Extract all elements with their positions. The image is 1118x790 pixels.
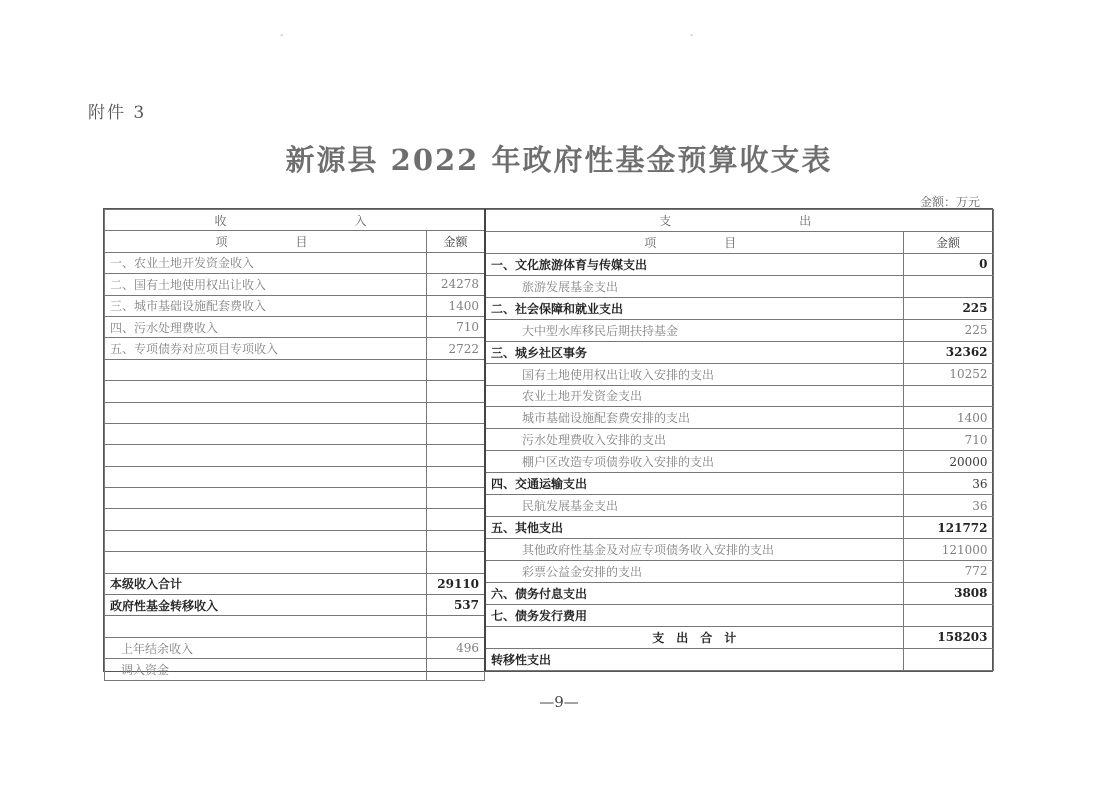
table-row (485, 429, 993, 451)
empty-cell (105, 488, 427, 509)
prev-balance-label: 上年结余收入 (105, 637, 427, 658)
expenditure-item-label: 城市基础设施配套费安排的支出 (485, 407, 903, 429)
income-column-header-row (105, 231, 485, 252)
expenditure-item-amount (903, 385, 993, 407)
table-row (485, 582, 993, 604)
table-row (105, 338, 485, 359)
expenditure-col-item: 项 目 (485, 231, 903, 253)
expenditure-item-label: 大中型水库移民后期扶持基金 (485, 319, 903, 341)
expenditure-item-amount: 1400 (903, 407, 993, 429)
empty-cell (105, 466, 427, 487)
expenditure-item-amount: 0 (903, 253, 993, 275)
empty-cell (427, 509, 485, 530)
income-item-label: 五、专项债券对应项目专项收入 (105, 338, 427, 359)
empty-row (105, 552, 485, 573)
expenditure-item-label: 棚户区改造专项债券收入安排的支出 (485, 451, 903, 473)
table-row (485, 253, 993, 275)
expenditure-item-label: 五、其他支出 (485, 517, 903, 539)
expenditure-section-header: 支 出 (485, 210, 993, 232)
income-total-label: 本级收入合计 (105, 573, 427, 594)
empty-row (105, 530, 485, 551)
expenditure-item-amount: 32362 (903, 341, 993, 363)
attachment-label: 附件 3 (88, 103, 147, 123)
expenditure-item-label: 农业土地开发资金支出 (485, 385, 903, 407)
expenditure-section-header-row (485, 210, 993, 232)
income-col-amount: 金额 (427, 231, 485, 252)
empty-cell (427, 616, 485, 637)
income-item-amount (427, 252, 485, 273)
income-item-label: 二、国有土地使用权出让收入 (105, 274, 427, 295)
empty-row (105, 402, 485, 423)
expenditure-item-amount: 710 (903, 429, 993, 451)
page-number: —9— (539, 693, 579, 711)
table-row (105, 252, 485, 273)
expenditure-item-label: 六、债务付息支出 (485, 582, 903, 604)
income-item-label: 一、农业土地开发资金收入 (105, 252, 427, 273)
empty-row (105, 466, 485, 487)
transfer-income-amount: 537 (427, 595, 485, 616)
income-total-row (105, 573, 485, 594)
table-row (485, 385, 993, 407)
expenditure-item-label: 其他政府性基金及对应专项债务收入安排的支出 (485, 539, 903, 561)
empty-cell (105, 381, 427, 402)
expenditure-item-amount: 10252 (903, 363, 993, 385)
table-row (485, 297, 993, 319)
expenditure-item-amount (903, 275, 993, 297)
transfer-income-row (105, 595, 485, 616)
expenditure-column-header-row (485, 231, 993, 253)
empty-cell (105, 445, 427, 466)
empty-row (105, 359, 485, 380)
expenditure-item-amount: 20000 (903, 451, 993, 473)
expenditure-item-amount: 3808 (903, 582, 993, 604)
adjust-funds-amount (427, 659, 485, 680)
empty-cell (427, 552, 485, 573)
table-row (105, 295, 485, 316)
empty-row (105, 381, 485, 402)
prev-balance-amount: 496 (427, 637, 485, 658)
empty-cell (105, 423, 427, 444)
empty-cell (427, 359, 485, 380)
expenditure-item-amount: 225 (903, 319, 993, 341)
income-item-label: 四、污水处理费收入 (105, 316, 427, 337)
table-row (485, 363, 993, 385)
expenditure-item-amount: 772 (903, 561, 993, 583)
expenditure-item-amount: 36 (903, 473, 993, 495)
adjust-funds-row (105, 659, 485, 680)
expenditure-item-amount: 121772 (903, 517, 993, 539)
expenditure-item-label: 二、社会保障和就业支出 (485, 297, 903, 319)
expenditure-total-row (485, 626, 993, 648)
empty-cell (427, 530, 485, 551)
empty-cell (427, 488, 485, 509)
expenditure-item-amount: 121000 (903, 539, 993, 561)
table-row (485, 604, 993, 626)
empty-cell (105, 552, 427, 573)
expenditure-item-label: 国有土地使用权出让收入安排的支出 (485, 363, 903, 385)
expenditure-total-label: 支 出 合 计 (485, 626, 903, 648)
empty-cell (427, 381, 485, 402)
table-row (485, 539, 993, 561)
expenditure-total-amount: 158203 (903, 626, 993, 648)
expenditure-item-label: 三、城乡社区事务 (485, 341, 903, 363)
income-item-amount: 2722 (427, 338, 485, 359)
empty-cell (427, 423, 485, 444)
expenditure-item-label: 四、交通运输支出 (485, 473, 903, 495)
empty-cell (427, 445, 485, 466)
prev-balance-row (105, 637, 485, 658)
table-row (485, 407, 993, 429)
expenditure-item-label: 七、债务发行费用 (485, 604, 903, 626)
expenditure-table (484, 209, 994, 671)
income-item-amount: 24278 (427, 274, 485, 295)
budget-table (103, 208, 993, 677)
transfer-income-label: 政府性基金转移收入 (105, 595, 427, 616)
expenditure-item-label: 彩票公益金安排的支出 (485, 561, 903, 583)
income-table (104, 209, 485, 681)
scan-mark: - (690, 30, 694, 41)
transfer-expenditure-label: 转移性支出 (485, 648, 903, 670)
scan-mark: - (280, 30, 284, 41)
empty-row (105, 488, 485, 509)
income-item-label: 三、城市基础设施配套费收入 (105, 295, 427, 316)
income-col-item: 项 目 (105, 231, 427, 252)
empty-cell (105, 402, 427, 423)
expenditure-item-label: 旅游发展基金支出 (485, 275, 903, 297)
transfer-expenditure-row (485, 648, 993, 670)
income-section-header: 收 入 (105, 210, 485, 231)
expenditure-item-amount: 36 (903, 495, 993, 517)
income-total-amount: 29110 (427, 573, 485, 594)
table-row (485, 517, 993, 539)
adjust-funds-label: 调入资金 (105, 659, 427, 680)
empty-row (105, 509, 485, 530)
expenditure-item-label: 一、文化旅游体育与传媒支出 (485, 253, 903, 275)
table-row (485, 495, 993, 517)
empty-cell (105, 509, 427, 530)
empty-row (105, 616, 485, 637)
income-section-header-row (105, 210, 485, 231)
transfer-expenditure-amount (903, 648, 993, 670)
empty-cell (105, 616, 427, 637)
empty-cell (105, 359, 427, 380)
empty-cell (427, 402, 485, 423)
table-row (485, 341, 993, 363)
unit-label: 金额：万元 (919, 195, 980, 209)
income-item-amount: 1400 (427, 295, 485, 316)
expenditure-item-label: 民航发展基金支出 (485, 495, 903, 517)
expenditure-item-amount (903, 604, 993, 626)
table-row (105, 274, 485, 295)
empty-row (105, 423, 485, 444)
page-title: 新源县 2022 年政府性基金预算收支表 (285, 143, 833, 177)
table-row (485, 451, 993, 473)
expenditure-item-amount: 225 (903, 297, 993, 319)
table-row (485, 319, 993, 341)
empty-cell (427, 466, 485, 487)
income-item-amount: 710 (427, 316, 485, 337)
table-row (105, 316, 485, 337)
expenditure-col-amount: 金额 (903, 231, 993, 253)
table-row (485, 561, 993, 583)
expenditure-item-label: 污水处理费收入安排的支出 (485, 429, 903, 451)
table-row (485, 275, 993, 297)
empty-cell (105, 530, 427, 551)
table-row (485, 473, 993, 495)
empty-row (105, 445, 485, 466)
